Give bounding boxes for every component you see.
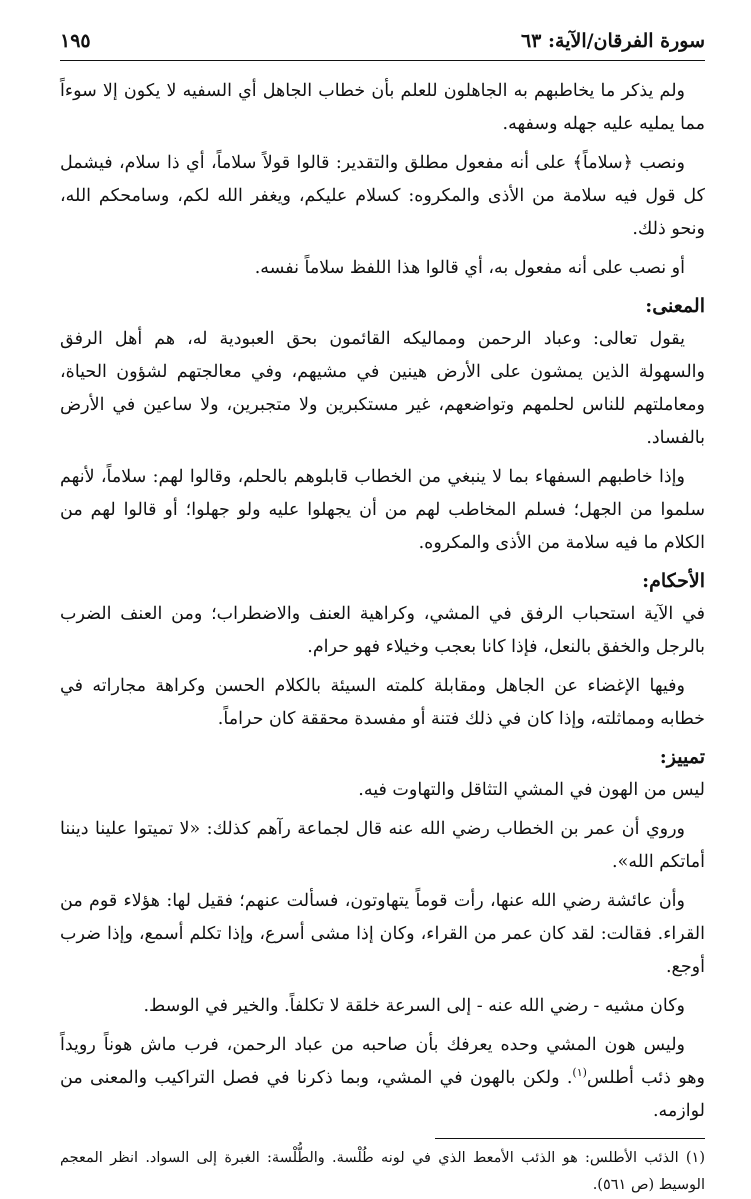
paragraph: [60, 1029, 705, 1128]
section-heading-meaning: المعنى:: [645, 295, 705, 317]
section-heading-rulings: الأحكام:: [642, 570, 705, 592]
paragraph: وروي أن عمر بن الخطاب رضي الله عنه قال لجماعة رآهم كذلك: «لا تميتوا علينا ديننا أماتكم الله».: [60, 819, 705, 872]
footnote-reference: (١): [572, 1066, 587, 1080]
paragraph-text: وليس هون المشي وحده يعرفك بأن صاحبه من عباد الرحمن، فرب ماش هوناً رويداً وهو ذئب أطلس: [60, 1035, 705, 1088]
paragraph: يقول تعالى: وعباد الرحمن ومماليكه القائمون بحق العبودية له، هم أهل الرفق والسهولة الذين يمشون على الأرض هينين في مشيهم، وفي معالجتهم لشؤون الحياة، ومعاملتهم للناس لحلمهم وتواضعهم، غير مستكبرين ولا متجبرين، ولا ساعين في الأرض بالفساد.: [60, 329, 705, 448]
section-heading-distinction: تمييز:: [659, 746, 705, 768]
footnote: (١) الذئب الأطلس: هو الذئب الأمعط الذي في لونه طُلْسة. والطُّلْسة: الغبرة إلى السواد. انظر المعجم الوسيط (ص ٥٦١).: [60, 1150, 705, 1193]
paragraph: وفيها الإغضاء عن الجاهل ومقابلة كلمته السيئة بالكلام الحسن وكراهة مجاراته في خطابه ومماثلته، وإذا كان في ذلك فتنة أو مفسدة محققة كان حراماً.: [60, 676, 705, 729]
paragraph: وكان مشيه - رضي الله عنه - إلى السرعة خلقة لا تكلفاً. والخير في الوسط.: [143, 996, 685, 1016]
running-title: سورة الفرقان/الآية: ٦٣: [520, 30, 705, 52]
footnote-divider: [435, 1138, 705, 1139]
paragraph: في الآية استحباب الرفق في المشي، وكراهية العنف والاضطراب؛ ومن العنف الضرب بالرجل والخفق بالنعل، فإذا كانا بعجب وخيلاء فهو حرام.: [60, 604, 705, 657]
paragraph: أو نصب على أنه مفعول به، أي قالوا هذا اللفظ سلاماً نفسه.: [254, 258, 685, 278]
paragraph: وإذا خاطبهم السفهاء بما لا ينبغي من الخطاب قابلوهم بالحلم، وقالوا لهم: سلاماً، لأنهم سلموا من الجهل؛ فسلم المخاطب لهم من أن يجهلوا عليه ولو جهلوا؛ أو قالوا لهم من الكلام ما فيه سلامة من الأذى والمكروه.: [60, 467, 705, 553]
paragraph: ولم يذكر ما يخاطبهم به الجاهلون للعلم بأن خطاب الجاهل أي السفيه لا يكون إلا سوءاً مما يمليه عليه جهله وسفهه.: [60, 81, 705, 134]
page: [60, 30, 705, 1199]
paragraph: ونصب ﴿سلاماً﴾ على أنه مفعول مطلق والتقدير: قالوا قولاً سلاماً، أي ذا سلام، فيشمل كل قول فيه سلامة من الأذى والمكروه: كسلام عليكم، ويغفر الله لكم، وسامحكم الله، ونحو ذلك.: [60, 153, 705, 239]
paragraph: ليس من الهون في المشي التثاقل والتهاوت فيه.: [358, 780, 705, 800]
paragraph-text: . ولكن بالهون في المشي، وبما ذكرنا في فصل التراكيب والمعنى من لوازمه.: [60, 1068, 705, 1121]
page-header: [60, 30, 705, 61]
paragraph: وأن عائشة رضي الله عنها، رأت قوماً يتهاوتون، فسألت عنهم؛ فقيل لها: هؤلاء قوم من القراء. فقالت: لقد كان عمر من القراء، وكان إذا مشى أسرع، وإذا تكلم أسمع، وإذا ضرب أوجع.: [60, 891, 705, 977]
page-number: ١٩٥: [60, 30, 91, 52]
main-text: [60, 75, 705, 1128]
